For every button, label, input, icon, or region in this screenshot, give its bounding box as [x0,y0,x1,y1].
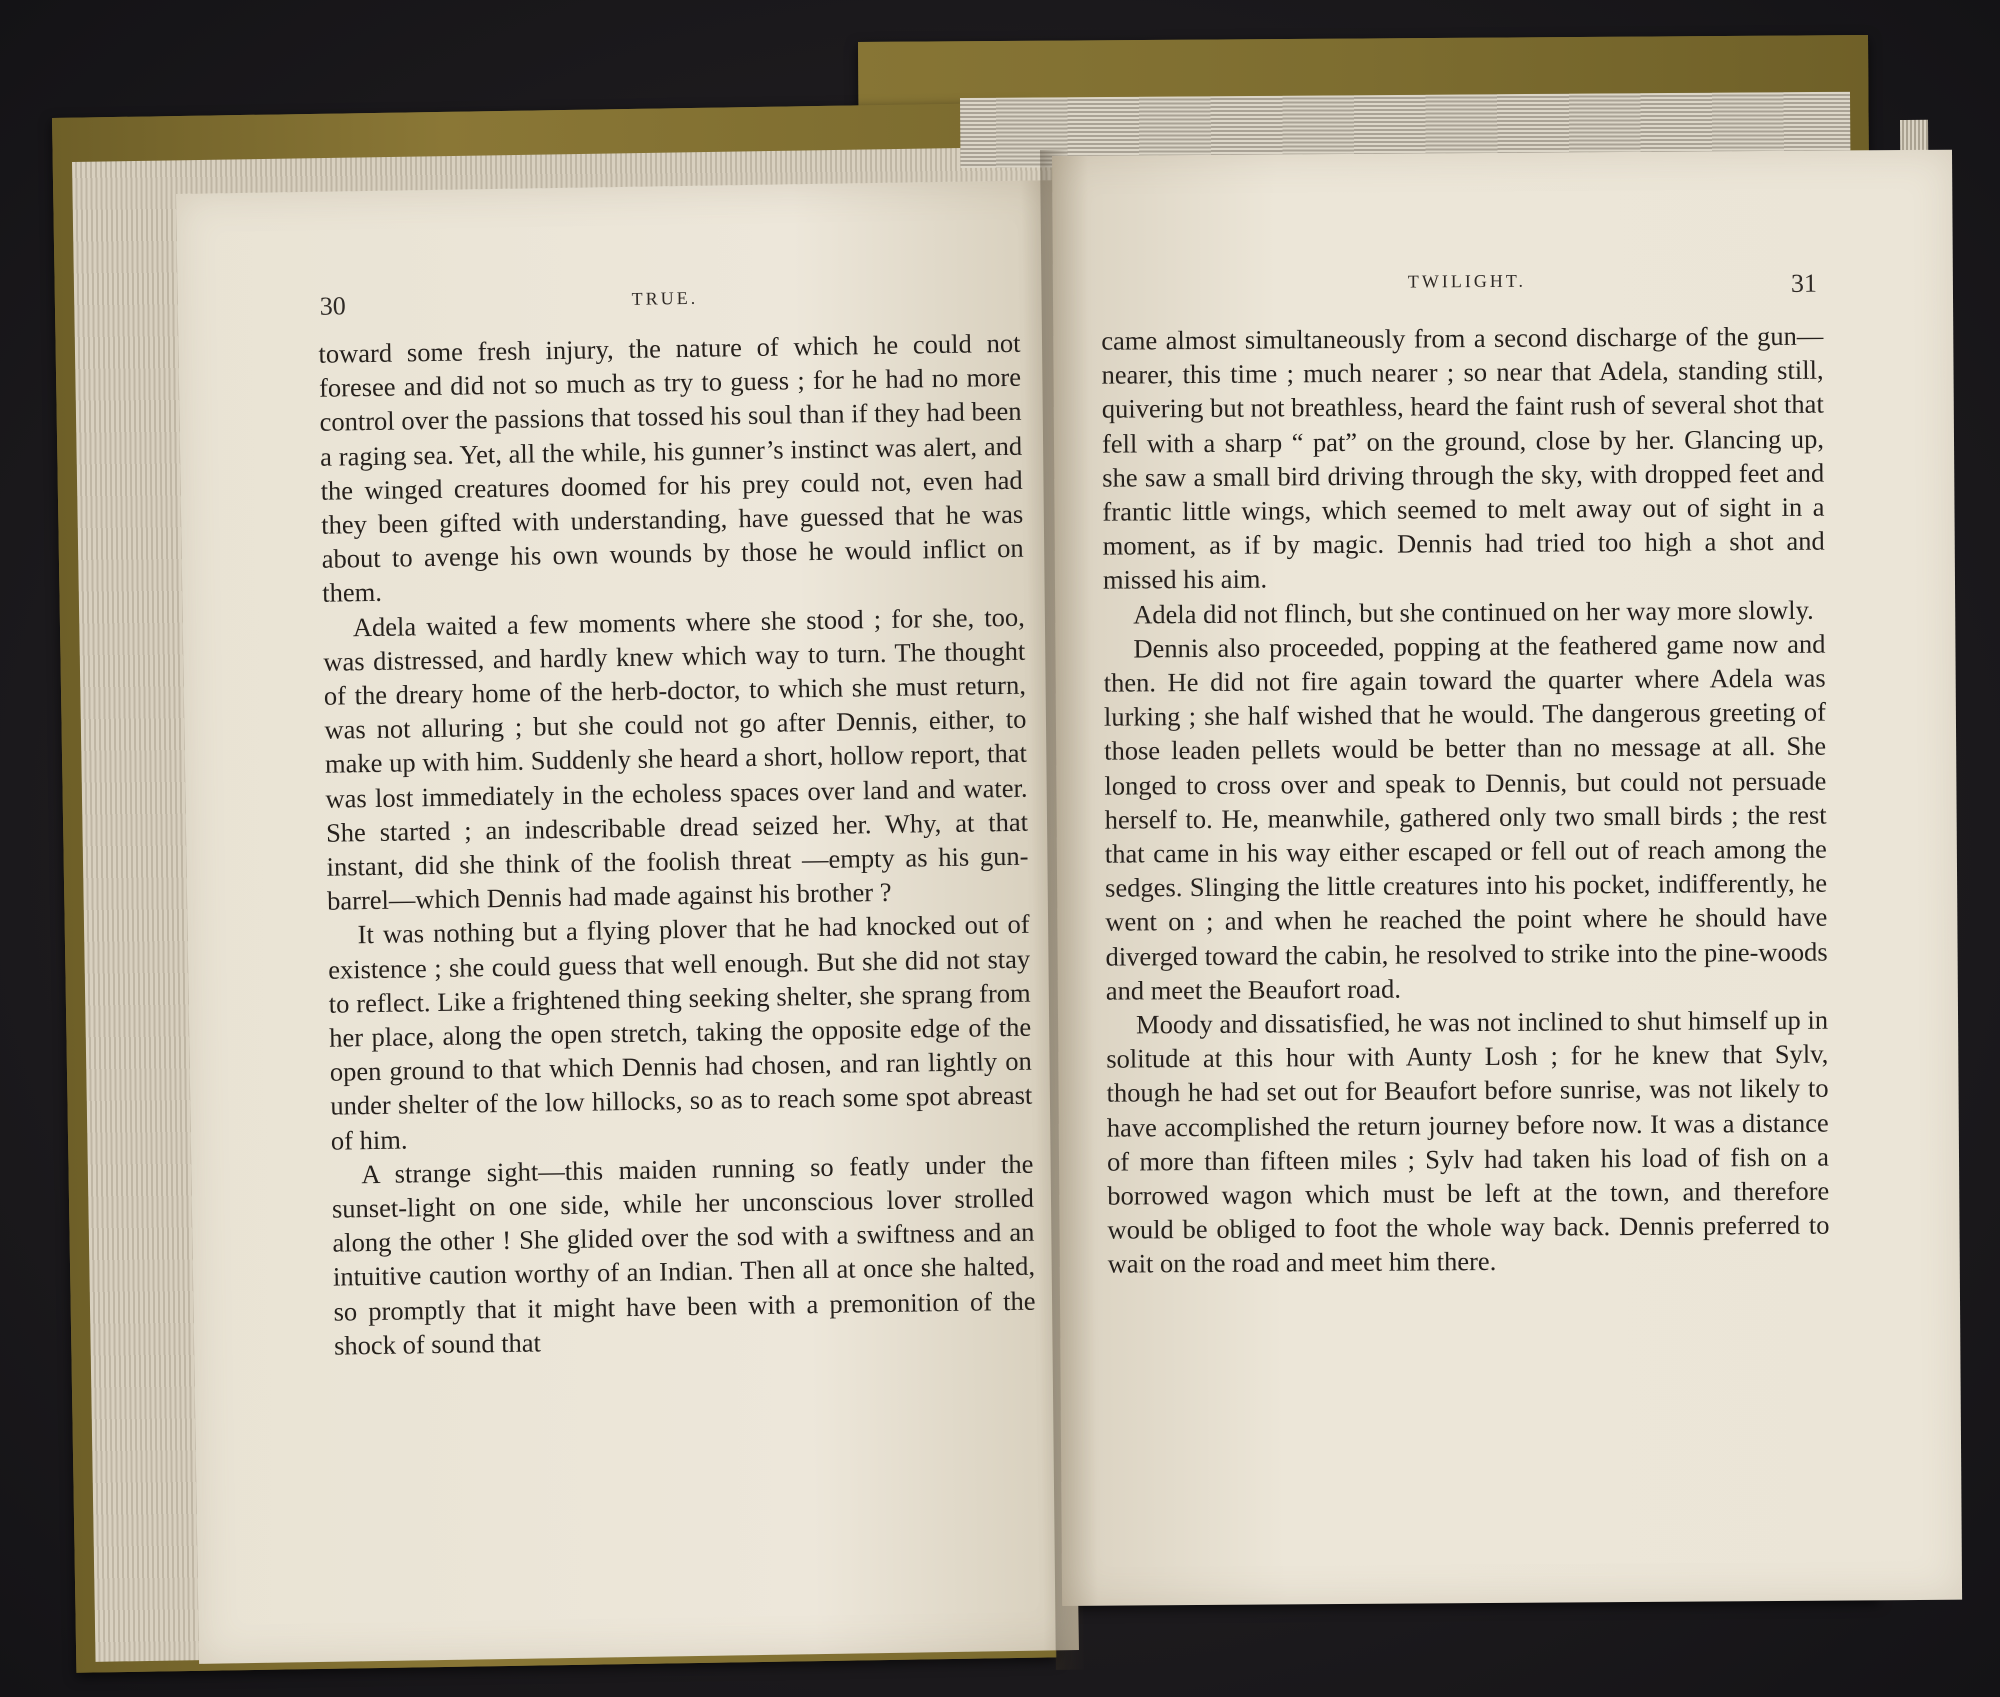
paragraph: came almost simultaneously from a second discharge of the gun—nearer, this time ; much nearer ; so near that Adela, standing still, quivering but not breathless, heard the faint rush of several shot that fell with a sharp “ pat” on the ground, close by her. Glancing up, she saw a small bird driving through the sky, with dropped feet and frantic little wings, which seemed to melt away out of sight in a moment, as if by magic. Dennis had tried too high a shot and missed his aim. [1101,320,1825,596]
paragraph: A strange sight—this maiden running so featly under the sunset-light on one side, while her unconscious lover strolled along the other ! She glided over the sod with a swiftness and an intuitive caution worthy of an Indian. Then all at once she halted, so promptly that it might have been with a premonition of the shock of sound that [331,1148,1036,1361]
paragraph: Adela did not flinch, but she continued on her way more slowly. [1133,594,1814,630]
left-page [176,180,1079,1664]
left-page-number: 30 [319,291,347,321]
paragraph: Adela waited a few moments where she stood ; for she, too, was distressed, and hardly knew which way to turn. The thought of the dreary home of the herb-doctor, to which she must return, was not alluring ; but she could not go after Dennis, either, to make up with him. Suddenly she heard a short, hollow report, that was lost immediately in the echoless spaces over land and water. She started ; an indescribable dread seized her. Why, at that instant, did she think of the foolish threat —empty as his gun-barrel—which Dennis had made against his brother ? [323,601,1029,916]
paragraph: Moody and dissatisfied, he was not inclined to shut himself up in solitude at this hour with Aunty Losh ; for he knew that Sylv, though he had set out for Beaufort before sunrise, was not likely to have accomplished the return journey before now. It was a distance of more than fifteen miles ; Sylv had taken his load of fish on a borrowed wagon which must be left at the town, and therefore would be obliged to foot the whole way back. Dennis preferred to wait on the road and meet him there. [1106,1004,1830,1280]
right-running-head: TWILIGHT. [1407,270,1527,292]
paragraph: Dennis also proceeded, popping at the feathered game now and then. He did not fire again toward the quarter where Adela was lurking ; she half wished that he would. The dangerous greeting of those leaden pellets would be better than no message at all. She longed to cross over and speak to Dennis, but could not persuade herself to. He, meanwhile, gathered only two small birds ; the rest that came in his way either escaped or fell out of reach among the sedges. Slinging the little creatures into his pocket, indifferently, he went on ; and when he reached the point where he should have diverged toward the cabin, he resolved to strike into the pine-woods and meet the Beaufort road. [1103,628,1828,1006]
left-running-head: TRUE. [631,287,699,309]
right-page [1052,150,1962,1606]
paragraph: It was nothing but a flying plover that he had knocked out of existence ; she could guess that well enough. But she did not stay to reflect. Like a frightened thing seeking shelter, she sprang from her place, along the open stretch, taking the opposite edge of the open ground to that which Dennis had chosen, and ran lightly on under shelter of the low hillocks, so as to reach some spot abreast of him. [327,909,1033,1156]
left-page-text [318,326,1036,1363]
paragraph: toward some fresh injury, the nature of which he could not foresee and did not so much as try to guess ; for he had no more control over the passions that tossed his soul than if they had been a raging sea. Yet, all the while, his gunner’s instinct was alert, and the winged creatures doomed for his prey could not, even had they been gifted with understanding, have guessed that he was about to avenge his own wounds by those he would inflict on them. [318,327,1024,609]
right-page-number: 31 [1790,268,1818,298]
right-page-text [1101,319,1830,1282]
